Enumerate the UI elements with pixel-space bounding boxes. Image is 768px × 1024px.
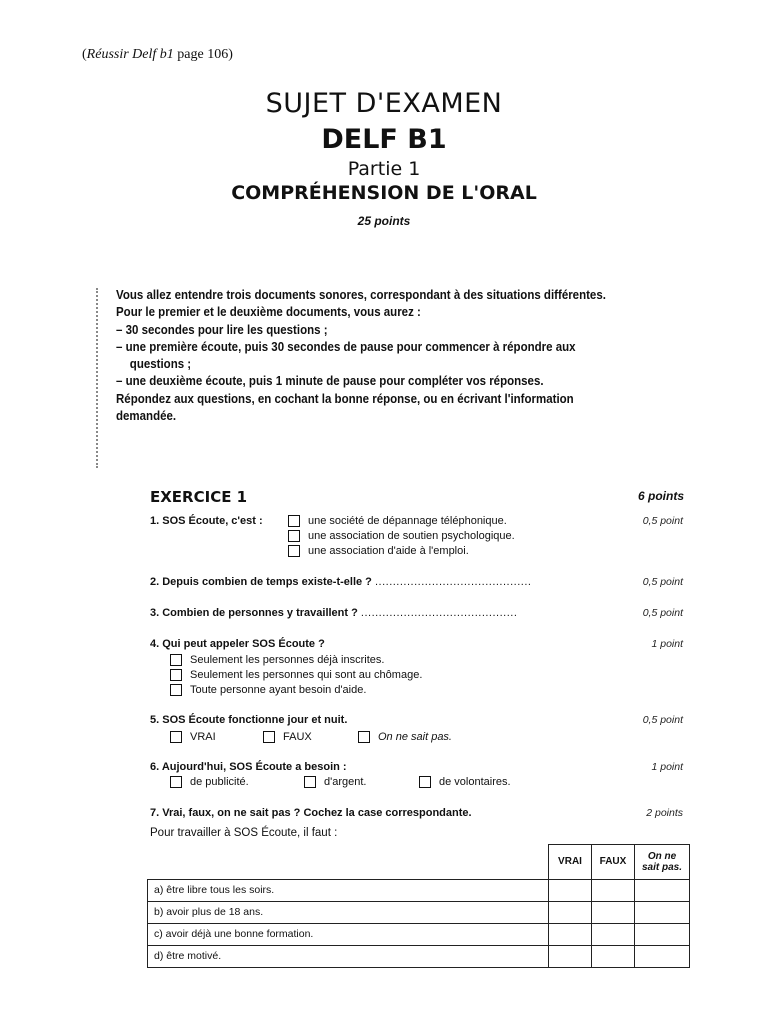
cell-faux[interactable] — [592, 945, 635, 967]
table-row — [148, 923, 690, 945]
checkbox[interactable] — [170, 654, 182, 666]
question-2: 2. Depuis combien de temps existe-t-elle ? ............................................ — [150, 576, 532, 588]
q4-option-2[interactable]: Seulement les personnes qui sont au chômage. — [170, 669, 422, 681]
cell-faux[interactable] — [592, 923, 635, 945]
question-2-points: 0,5 point — [642, 576, 683, 588]
checkbox[interactable] — [358, 731, 370, 743]
instruction-line: Répondez aux questions, en cochant la bonne réponse, ou en écrivant l'information — [116, 391, 574, 406]
statement-a: a) être libre tous les soirs. — [148, 879, 549, 901]
header-vrai: VRAI — [549, 845, 592, 880]
question-5-points: 0,5 point — [642, 714, 683, 726]
checkbox[interactable] — [170, 731, 182, 743]
cell-faux[interactable] — [592, 879, 635, 901]
table-row — [148, 879, 690, 901]
cell-vrai[interactable] — [549, 879, 592, 901]
instruction-line: Pour le premier et le deuxième documents, vous aurez : — [116, 305, 421, 320]
instruction-line: Vous allez entendre trois documents sonores, correspondant à des situations différentes. — [116, 288, 606, 302]
statement-b: b) avoir plus de 18 ans. — [148, 901, 549, 923]
answer-line[interactable]: ............................................ — [374, 576, 532, 588]
checkbox[interactable] — [263, 731, 275, 743]
question-1-points: 0,5 point — [642, 515, 683, 527]
checkbox[interactable] — [304, 776, 316, 788]
checkbox[interactable] — [288, 515, 300, 527]
cell-unknown[interactable] — [635, 901, 690, 923]
exam-title: SUJET D'EXAMEN — [265, 88, 503, 119]
cell-vrai[interactable] — [549, 923, 592, 945]
question-7-points: 2 points — [646, 807, 683, 819]
decorative-dotted-line — [96, 288, 102, 468]
answer-table — [147, 844, 690, 968]
checkbox[interactable] — [288, 530, 300, 542]
q4-option-3[interactable]: Toute personne ayant besoin d'aide. — [170, 684, 366, 696]
cell-vrai[interactable] — [549, 901, 592, 923]
exam-part: Partie 1 — [347, 158, 421, 180]
question-7: 7. Vrai, faux, on ne sait pas ? Cochez la case correspondante. — [150, 807, 472, 819]
q5-option-unknown[interactable]: On ne sait pas. — [358, 731, 452, 743]
cell-unknown[interactable] — [635, 879, 690, 901]
q1-option-2[interactable]: une association de soutien psychologique. — [288, 530, 515, 542]
question-5: 5. SOS Écoute fonctionne jour et nuit. — [150, 714, 348, 726]
answer-line[interactable]: ............................................ — [360, 607, 518, 619]
checkbox[interactable] — [288, 545, 300, 557]
header-faux: FAUX — [592, 845, 635, 880]
table-row — [148, 945, 690, 967]
table-row — [148, 901, 690, 923]
cell-unknown[interactable] — [635, 945, 690, 967]
cell-vrai[interactable] — [549, 945, 592, 967]
instruction-line: questions ; — [129, 357, 192, 372]
q6-option-1[interactable]: de publicité. — [170, 776, 249, 788]
instructions — [116, 287, 659, 425]
exercise-title: EXERCICE 1 — [150, 488, 248, 506]
q5-option-faux[interactable]: FAUX — [263, 731, 312, 743]
checkbox[interactable] — [170, 669, 182, 681]
source-reference: (Réussir Delf b1 page 106) — [82, 47, 233, 62]
q1-option-1[interactable]: une société de dépannage téléphonique. — [288, 515, 507, 527]
exam-points: 25 points — [357, 214, 411, 228]
checkbox[interactable] — [419, 776, 431, 788]
exam-level: DELF B1 — [321, 124, 447, 155]
q4-option-1[interactable]: Seulement les personnes déjà inscrites. — [170, 654, 384, 666]
exercise-points: 6 points — [637, 489, 684, 503]
instruction-line: – une deuxième écoute, puis 1 minute de pause pour compléter vos réponses. — [116, 374, 544, 389]
cell-unknown[interactable] — [635, 923, 690, 945]
question-7-lead: Pour travailler à SOS Écoute, il faut : — [150, 827, 338, 839]
question-4-points: 1 point — [651, 638, 683, 650]
cell-faux[interactable] — [592, 901, 635, 923]
instruction-line: – 30 secondes pour lire les questions ; — [116, 322, 328, 337]
q6-option-2[interactable]: d'argent. — [304, 776, 366, 788]
table-header-row — [148, 845, 690, 880]
q5-option-vrai[interactable]: VRAI — [170, 731, 216, 743]
question-6-points: 1 point — [651, 761, 683, 773]
question-3-points: 0,5 point — [642, 607, 683, 619]
instruction-line: demandée. — [116, 409, 177, 424]
q6-option-3[interactable]: de volontaires. — [419, 776, 511, 788]
question-1: 1. SOS Écoute, c'est : — [150, 515, 263, 527]
statement-d: d) être motivé. — [148, 945, 549, 967]
exam-section: COMPRÉHENSION DE L'ORAL — [231, 182, 537, 204]
statement-c: c) avoir déjà une bonne formation. — [148, 923, 549, 945]
question-3: 3. Combien de personnes y travaillent ? ............................................ — [150, 607, 518, 619]
q1-option-3[interactable]: une association d'aide à l'emploi. — [288, 545, 469, 557]
instruction-line: – une première écoute, puis 30 secondes de pause pour commencer à répondre aux — [116, 339, 576, 354]
header-unknown: On ne sait pas. — [635, 845, 690, 880]
question-6: 6. Aujourd'hui, SOS Écoute a besoin : — [150, 761, 347, 773]
question-4: 4. Qui peut appeler SOS Écoute ? — [150, 638, 325, 650]
checkbox[interactable] — [170, 684, 182, 696]
checkbox[interactable] — [170, 776, 182, 788]
